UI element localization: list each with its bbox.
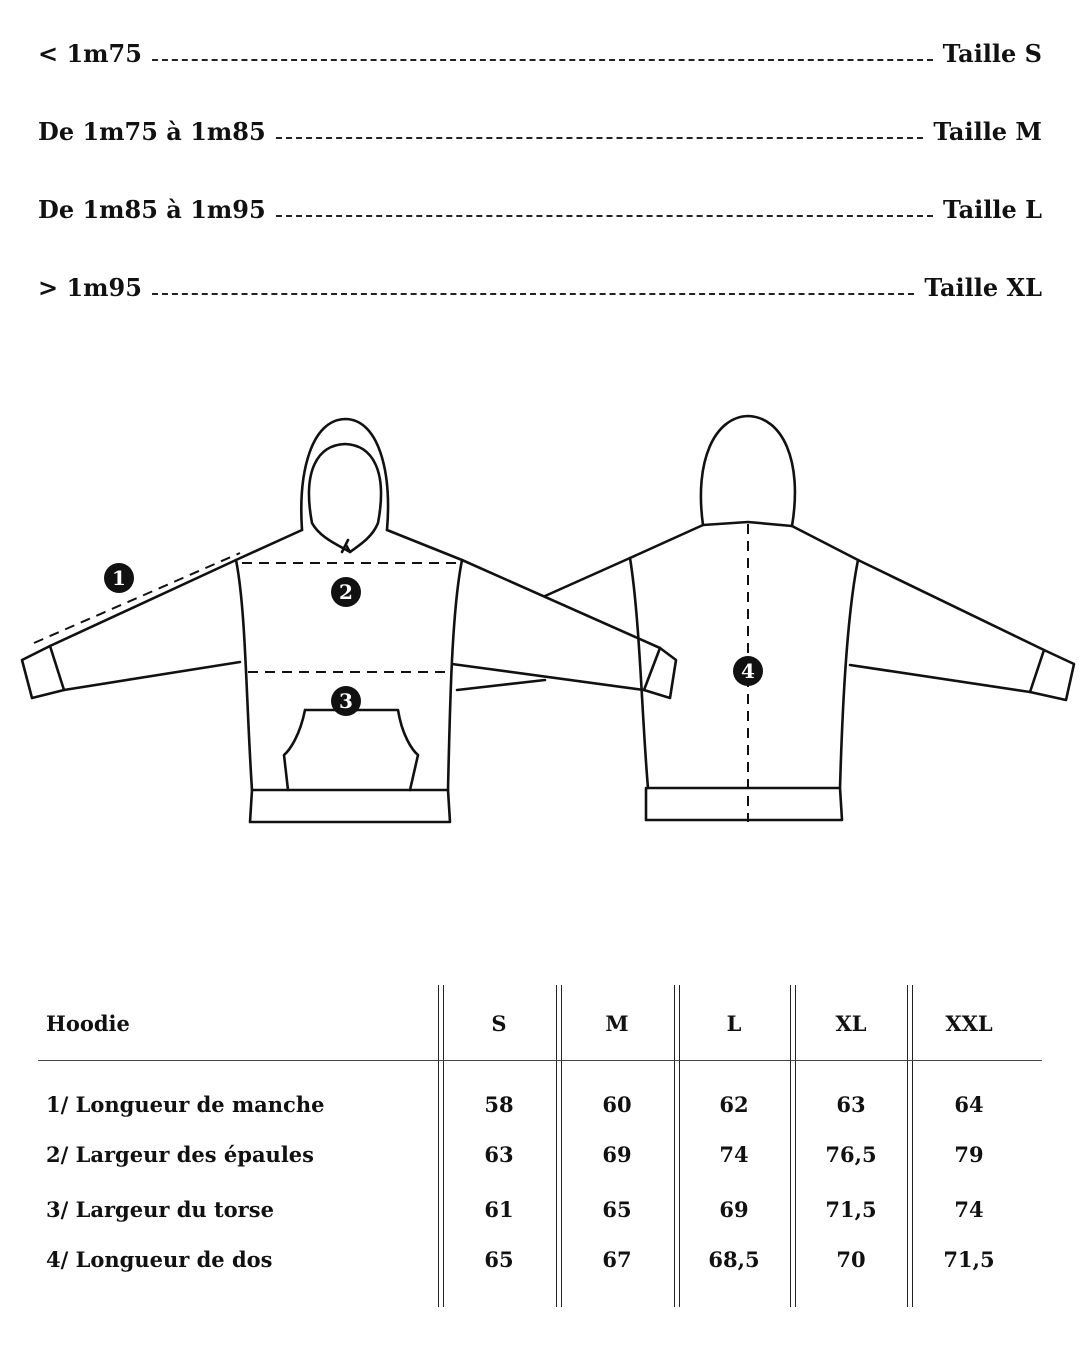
column-divider	[907, 985, 913, 1307]
height-range: < 1m75	[38, 39, 142, 68]
measurement-value: 64	[954, 1092, 984, 1117]
measurement-label: 4/ Longueur de dos	[46, 1247, 273, 1272]
column-divider	[438, 985, 444, 1307]
size-column-header: XXL	[945, 1011, 993, 1036]
size-guide-row	[38, 262, 1042, 302]
measurement-value: 74	[719, 1142, 749, 1167]
height-range: De 1m75 à 1m85	[38, 117, 266, 146]
size-label: Taille XL	[924, 273, 1042, 302]
measurement-label: 2/ Largeur des épaules	[46, 1142, 314, 1167]
measurement-value: 67	[602, 1247, 632, 1272]
marker-label: 1	[112, 566, 126, 590]
size-guide-row	[38, 106, 1042, 146]
size-label: Taille S	[942, 39, 1042, 68]
table-product-header: Hoodie	[46, 1011, 130, 1036]
size-column-header: L	[726, 1011, 742, 1036]
column-divider	[674, 985, 680, 1307]
dotted-leader	[152, 293, 914, 295]
marker-label: 4	[741, 659, 755, 683]
measurement-value: 79	[954, 1142, 984, 1167]
measurement-value: 69	[719, 1197, 749, 1222]
size-guide	[38, 28, 1042, 340]
measurement-value: 62	[719, 1092, 749, 1117]
size-column-header: XL	[835, 1011, 867, 1036]
hoodie-front-drawing	[22, 419, 676, 822]
measurement-value: 58	[484, 1092, 514, 1117]
sleeve-length-guide	[34, 553, 240, 643]
measurement-label: 3/ Largeur du torse	[46, 1197, 274, 1222]
measurement-value: 63	[836, 1092, 866, 1117]
measure-marker	[331, 686, 361, 716]
height-range: > 1m95	[38, 273, 142, 302]
height-range: De 1m85 à 1m95	[38, 195, 266, 224]
measure-marker	[733, 656, 763, 686]
column-divider	[556, 985, 562, 1307]
measurement-value: 71,5	[825, 1197, 877, 1222]
measurement-value: 76,5	[825, 1142, 877, 1167]
measure-marker	[331, 577, 361, 607]
marker-label: 3	[339, 689, 353, 713]
measurement-value: 60	[602, 1092, 632, 1117]
measurement-value: 74	[954, 1197, 984, 1222]
dotted-leader	[276, 215, 933, 217]
hoodie-back-drawing	[457, 416, 1074, 820]
measurement-value: 70	[836, 1247, 866, 1272]
size-guide-row	[38, 28, 1042, 68]
measurement-value: 61	[484, 1197, 514, 1222]
measurement-label: 1/ Longueur de manche	[46, 1092, 325, 1117]
size-column-header: S	[491, 1011, 507, 1036]
size-label: Taille L	[943, 195, 1042, 224]
size-guide-row	[38, 184, 1042, 224]
measure-marker	[104, 563, 134, 593]
marker-label: 2	[339, 580, 353, 604]
measurement-value: 71,5	[943, 1247, 995, 1272]
size-column-header: M	[605, 1011, 629, 1036]
size-label: Taille M	[933, 117, 1042, 146]
measurement-table	[38, 985, 1042, 1307]
dotted-leader	[276, 137, 924, 139]
column-divider	[790, 985, 796, 1307]
measurement-value: 65	[484, 1247, 514, 1272]
measurement-value: 63	[484, 1142, 514, 1167]
measurement-value: 69	[602, 1142, 632, 1167]
measurement-value: 65	[602, 1197, 632, 1222]
dotted-leader	[152, 59, 933, 61]
hoodie-illustration	[0, 400, 1080, 840]
measurement-value: 68,5	[708, 1247, 760, 1272]
header-rule	[38, 1060, 1042, 1061]
